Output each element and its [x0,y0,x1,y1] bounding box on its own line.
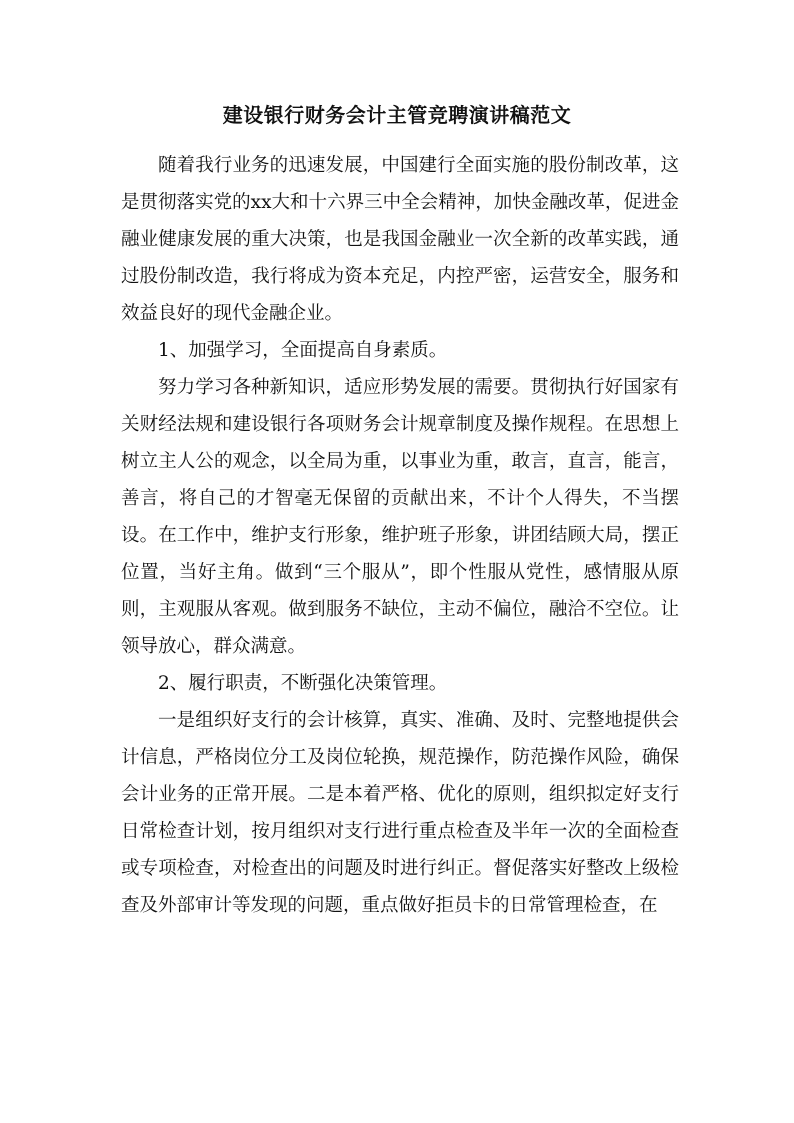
paragraph-intro: 随着我行业务的迅速发展，中国建行全面实施的股份制改革，这是贯彻落实党的xx大和十六界三中全会精神，加快金融改革，促进金融业健康发展的重大决策，也是我国金融业一次全新的改革实践，通过股份制改造，我行将成为资本充足，内控严密，运营安全，服务和效益良好的现代金融企业。 [121,155,679,324]
document-title: 建设银行财务会计主管竞聘演讲稿范文 [222,103,572,127]
section-heading-1: 1、加强学习，全面提高自身素质。 [158,340,448,361]
document-body [121,147,679,924]
section-heading-2: 2、履行职责，不断强化决策管理。 [158,673,448,694]
paragraph-study: 努力学习各种新知识，适应形势发展的需要。贯彻执行好国家有关财经法规和建设银行各项财务会计规章制度及操作规程。在思想上树立主人公的观念，以全局为重，以事业为重，敢言，直言，能言，善言，将自己的才智毫无保留的贡献出来，不计个人得失，不当摆设。在工作中，维护支行形象，维护班子形象，讲团结顾大局，摆正位置，当好主角。做到“三个服从”，即个性服从党性，感情服从原则，主观服从客观。做到服务不缺位，主动不偏位，融洽不空位。让领导放心，群众满意。 [121,377,679,657]
paragraph-duties: 一是组织好支行的会计核算，真实、准确、及时、完整地提供会计信息，严格岗位分工及岗位轮换，规范操作，防范操作风险，确保会计业务的正常开展。二是本着严格、优化的原则，组织拟定好支行日常检查计划，按月组织对支行进行重点检查及半年一次的全面检查或专项检查，对检查出的问题及时进行纠正。督促落实好整改上级检查及外部审计等发现的问题，重点做好拒员卡的日常管理检查，在 [121,710,679,916]
